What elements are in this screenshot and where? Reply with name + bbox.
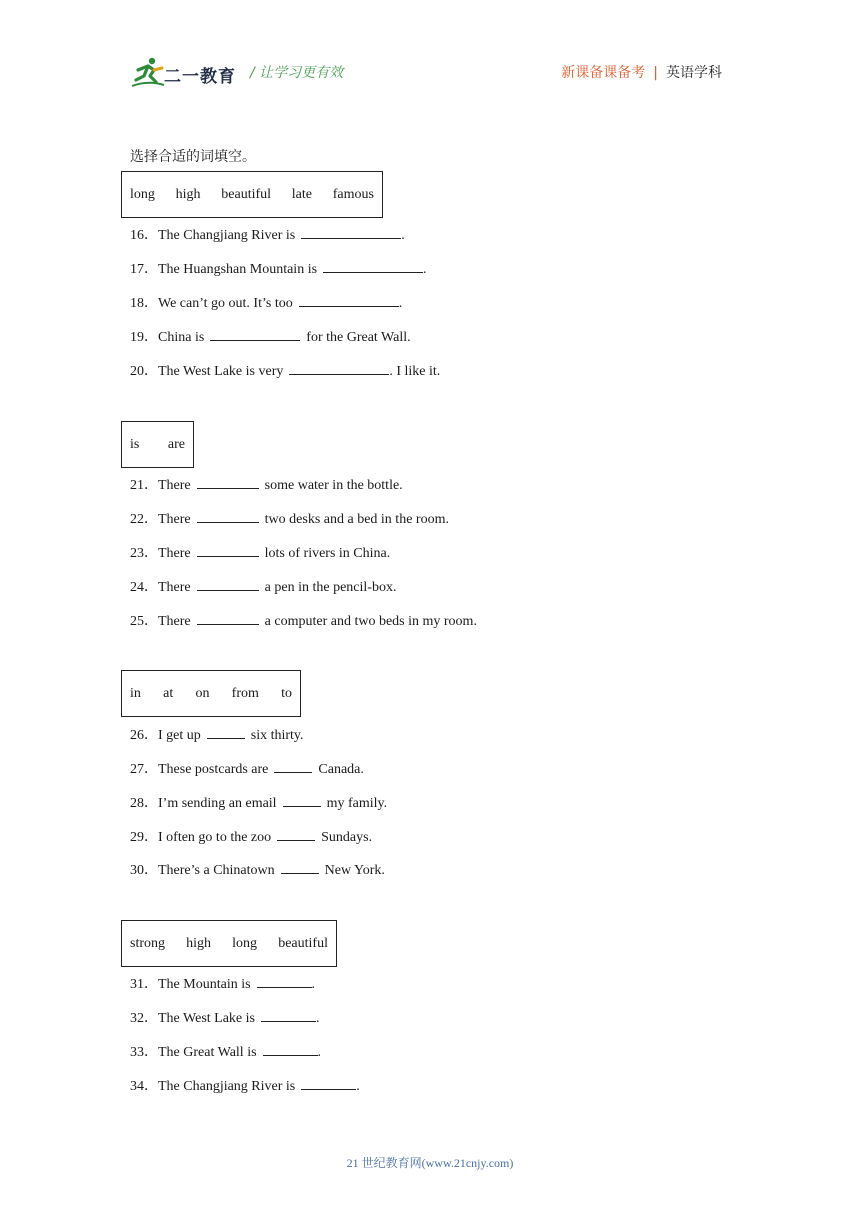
answer-blank[interactable]: [207, 726, 245, 739]
question-text-before: The West Lake is very: [158, 364, 284, 379]
question-text-before: China is: [158, 330, 205, 345]
question-item: [130, 828, 372, 848]
answer-blank[interactable]: [323, 260, 423, 273]
logo-text: 二一教育: [164, 67, 236, 87]
question-text-after: Sundays.: [321, 830, 373, 845]
question-item: [130, 975, 315, 995]
word-bank-word: on: [195, 685, 210, 701]
question-text-before: The West Lake is: [158, 1011, 255, 1026]
question-text-before: The Changjiang River is: [158, 228, 296, 243]
logo: [130, 56, 240, 90]
question-text-before: These postcards are: [158, 762, 269, 777]
question-item: [130, 294, 402, 314]
word-bank-word: to: [281, 685, 292, 701]
question-text-after: .: [311, 977, 316, 992]
question-item: [130, 726, 304, 746]
question-item: [130, 362, 440, 382]
answer-blank[interactable]: [197, 612, 259, 625]
word-bank-word: strong: [130, 935, 165, 951]
question-item: [130, 328, 411, 348]
question-number: 30．: [130, 863, 158, 878]
question-text-before: There: [158, 580, 191, 595]
answer-blank[interactable]: [301, 1077, 356, 1090]
question-number: 25．: [130, 614, 158, 629]
question-text-after: six thirty.: [250, 728, 304, 743]
question-item: [130, 544, 390, 564]
runner-logo-icon: [130, 56, 166, 90]
question-number: 22．: [130, 512, 158, 527]
question-text-before: There: [158, 478, 191, 493]
question-text-after: a computer and two beds in my room.: [264, 614, 477, 629]
question-item: [130, 578, 396, 598]
answer-blank[interactable]: [197, 578, 259, 591]
question-text-before: There: [158, 614, 191, 629]
answer-blank[interactable]: [301, 226, 401, 239]
page-header: [0, 0, 860, 110]
word-bank-word: late: [291, 186, 313, 202]
question-number: 27．: [130, 762, 158, 777]
word-bank-word: long: [130, 186, 155, 202]
question-item: [130, 260, 427, 280]
question-text-before: There: [158, 512, 191, 527]
question-text-after: New York.: [324, 863, 385, 878]
question-item: [130, 760, 364, 780]
question-item: [130, 861, 385, 881]
answer-blank[interactable]: [261, 1009, 316, 1022]
word-bank-word: high: [186, 935, 212, 951]
question-item: [130, 794, 387, 814]
answer-blank[interactable]: [283, 794, 321, 807]
word-bank-word: famous: [332, 186, 374, 202]
question-text-after: a pen in the pencil-box.: [264, 580, 397, 595]
question-number: 31．: [130, 977, 158, 992]
question-number: 19．: [130, 330, 158, 345]
question-number: 21．: [130, 478, 158, 493]
question-item: [130, 1009, 319, 1029]
question-number: 24．: [130, 580, 158, 595]
question-text-after: some water in the bottle.: [264, 478, 403, 493]
header-separator: |: [653, 65, 658, 81]
word-bank-word: from: [231, 685, 259, 701]
question-text-before: I get up: [158, 728, 201, 743]
question-item: [130, 1043, 321, 1063]
word-bank-word: at: [163, 685, 174, 701]
question-item: [130, 476, 403, 496]
question-text-before: There: [158, 546, 191, 561]
word-bank-word: beautiful: [221, 186, 272, 202]
question-text-after: .: [401, 228, 405, 243]
word-bank-word: is: [130, 436, 140, 452]
question-text-before: The Mountain is: [158, 977, 251, 992]
answer-blank[interactable]: [289, 362, 389, 375]
question-number: 26．: [130, 728, 158, 743]
answer-blank[interactable]: [274, 760, 312, 773]
answer-blank[interactable]: [197, 544, 259, 557]
question-number: 28．: [130, 796, 158, 811]
header-right: [561, 62, 722, 82]
question-item: [130, 226, 405, 246]
question-text-after: .: [356, 1079, 360, 1094]
answer-blank[interactable]: [263, 1043, 318, 1056]
word-bank-word: long: [232, 935, 258, 951]
question-text-before: The Huangshan Mountain is: [158, 262, 318, 277]
question-text-after: .: [398, 296, 403, 311]
question-item: [130, 612, 477, 632]
question-text-after: Canada.: [318, 762, 364, 777]
subject-label: 英语学科: [666, 65, 722, 81]
question-text-before: I’m sending an email: [158, 796, 277, 811]
word-bank-word: in: [130, 685, 141, 701]
answer-blank[interactable]: [277, 828, 315, 841]
question-text-after: my family.: [326, 796, 388, 811]
question-number: 16．: [130, 228, 158, 243]
answer-blank[interactable]: [197, 510, 259, 523]
question-text-before: There’s a Chinatown: [158, 863, 275, 878]
question-number: 23．: [130, 546, 158, 561]
word-bank-word: are: [167, 436, 185, 452]
header-label: 新课备课备考: [561, 65, 646, 81]
answer-blank[interactable]: [299, 294, 399, 307]
answer-blank[interactable]: [197, 476, 259, 489]
question-number: 32．: [130, 1011, 158, 1026]
question-text-after: two desks and a bed in the room.: [264, 512, 449, 527]
question-number: 17．: [130, 262, 158, 277]
word-bank-word: high: [175, 186, 201, 202]
word-bank-box: [121, 670, 301, 717]
question-number: 20．: [130, 364, 158, 379]
question-text-after: . I like it.: [389, 364, 441, 379]
question-text-after: lots of rivers in China.: [264, 546, 391, 561]
word-bank-box: [121, 920, 337, 967]
question-number: 29．: [130, 830, 158, 845]
question-text-before: We can’t go out. It’s too: [158, 296, 293, 311]
question-text-before: I often go to the zoo: [158, 830, 272, 845]
question-item: [130, 1077, 360, 1097]
question-text-after: for the Great Wall.: [306, 330, 411, 345]
footer: 21 世纪教育网(www.21cnjy.com): [346, 1156, 514, 1170]
question-number: 18．: [130, 296, 158, 311]
slogan: / 让学习更有效: [250, 65, 344, 81]
question-number: 33．: [130, 1045, 158, 1060]
question-text-before: The Changjiang River is: [158, 1079, 296, 1094]
question-text-after: .: [317, 1045, 322, 1060]
word-bank-word: beautiful: [278, 935, 328, 951]
question-text-after: .: [423, 262, 427, 277]
instruction: 选择合适的词填空。: [130, 149, 256, 165]
question-item: [130, 510, 449, 530]
question-text-before: The Great Wall is: [158, 1045, 257, 1060]
answer-blank[interactable]: [257, 975, 312, 988]
question-number: 34．: [130, 1079, 158, 1094]
word-bank-box: [121, 171, 383, 218]
answer-blank[interactable]: [210, 328, 300, 341]
word-bank-box: [121, 421, 194, 468]
question-text-after: .: [315, 1011, 320, 1026]
answer-blank[interactable]: [281, 861, 319, 874]
